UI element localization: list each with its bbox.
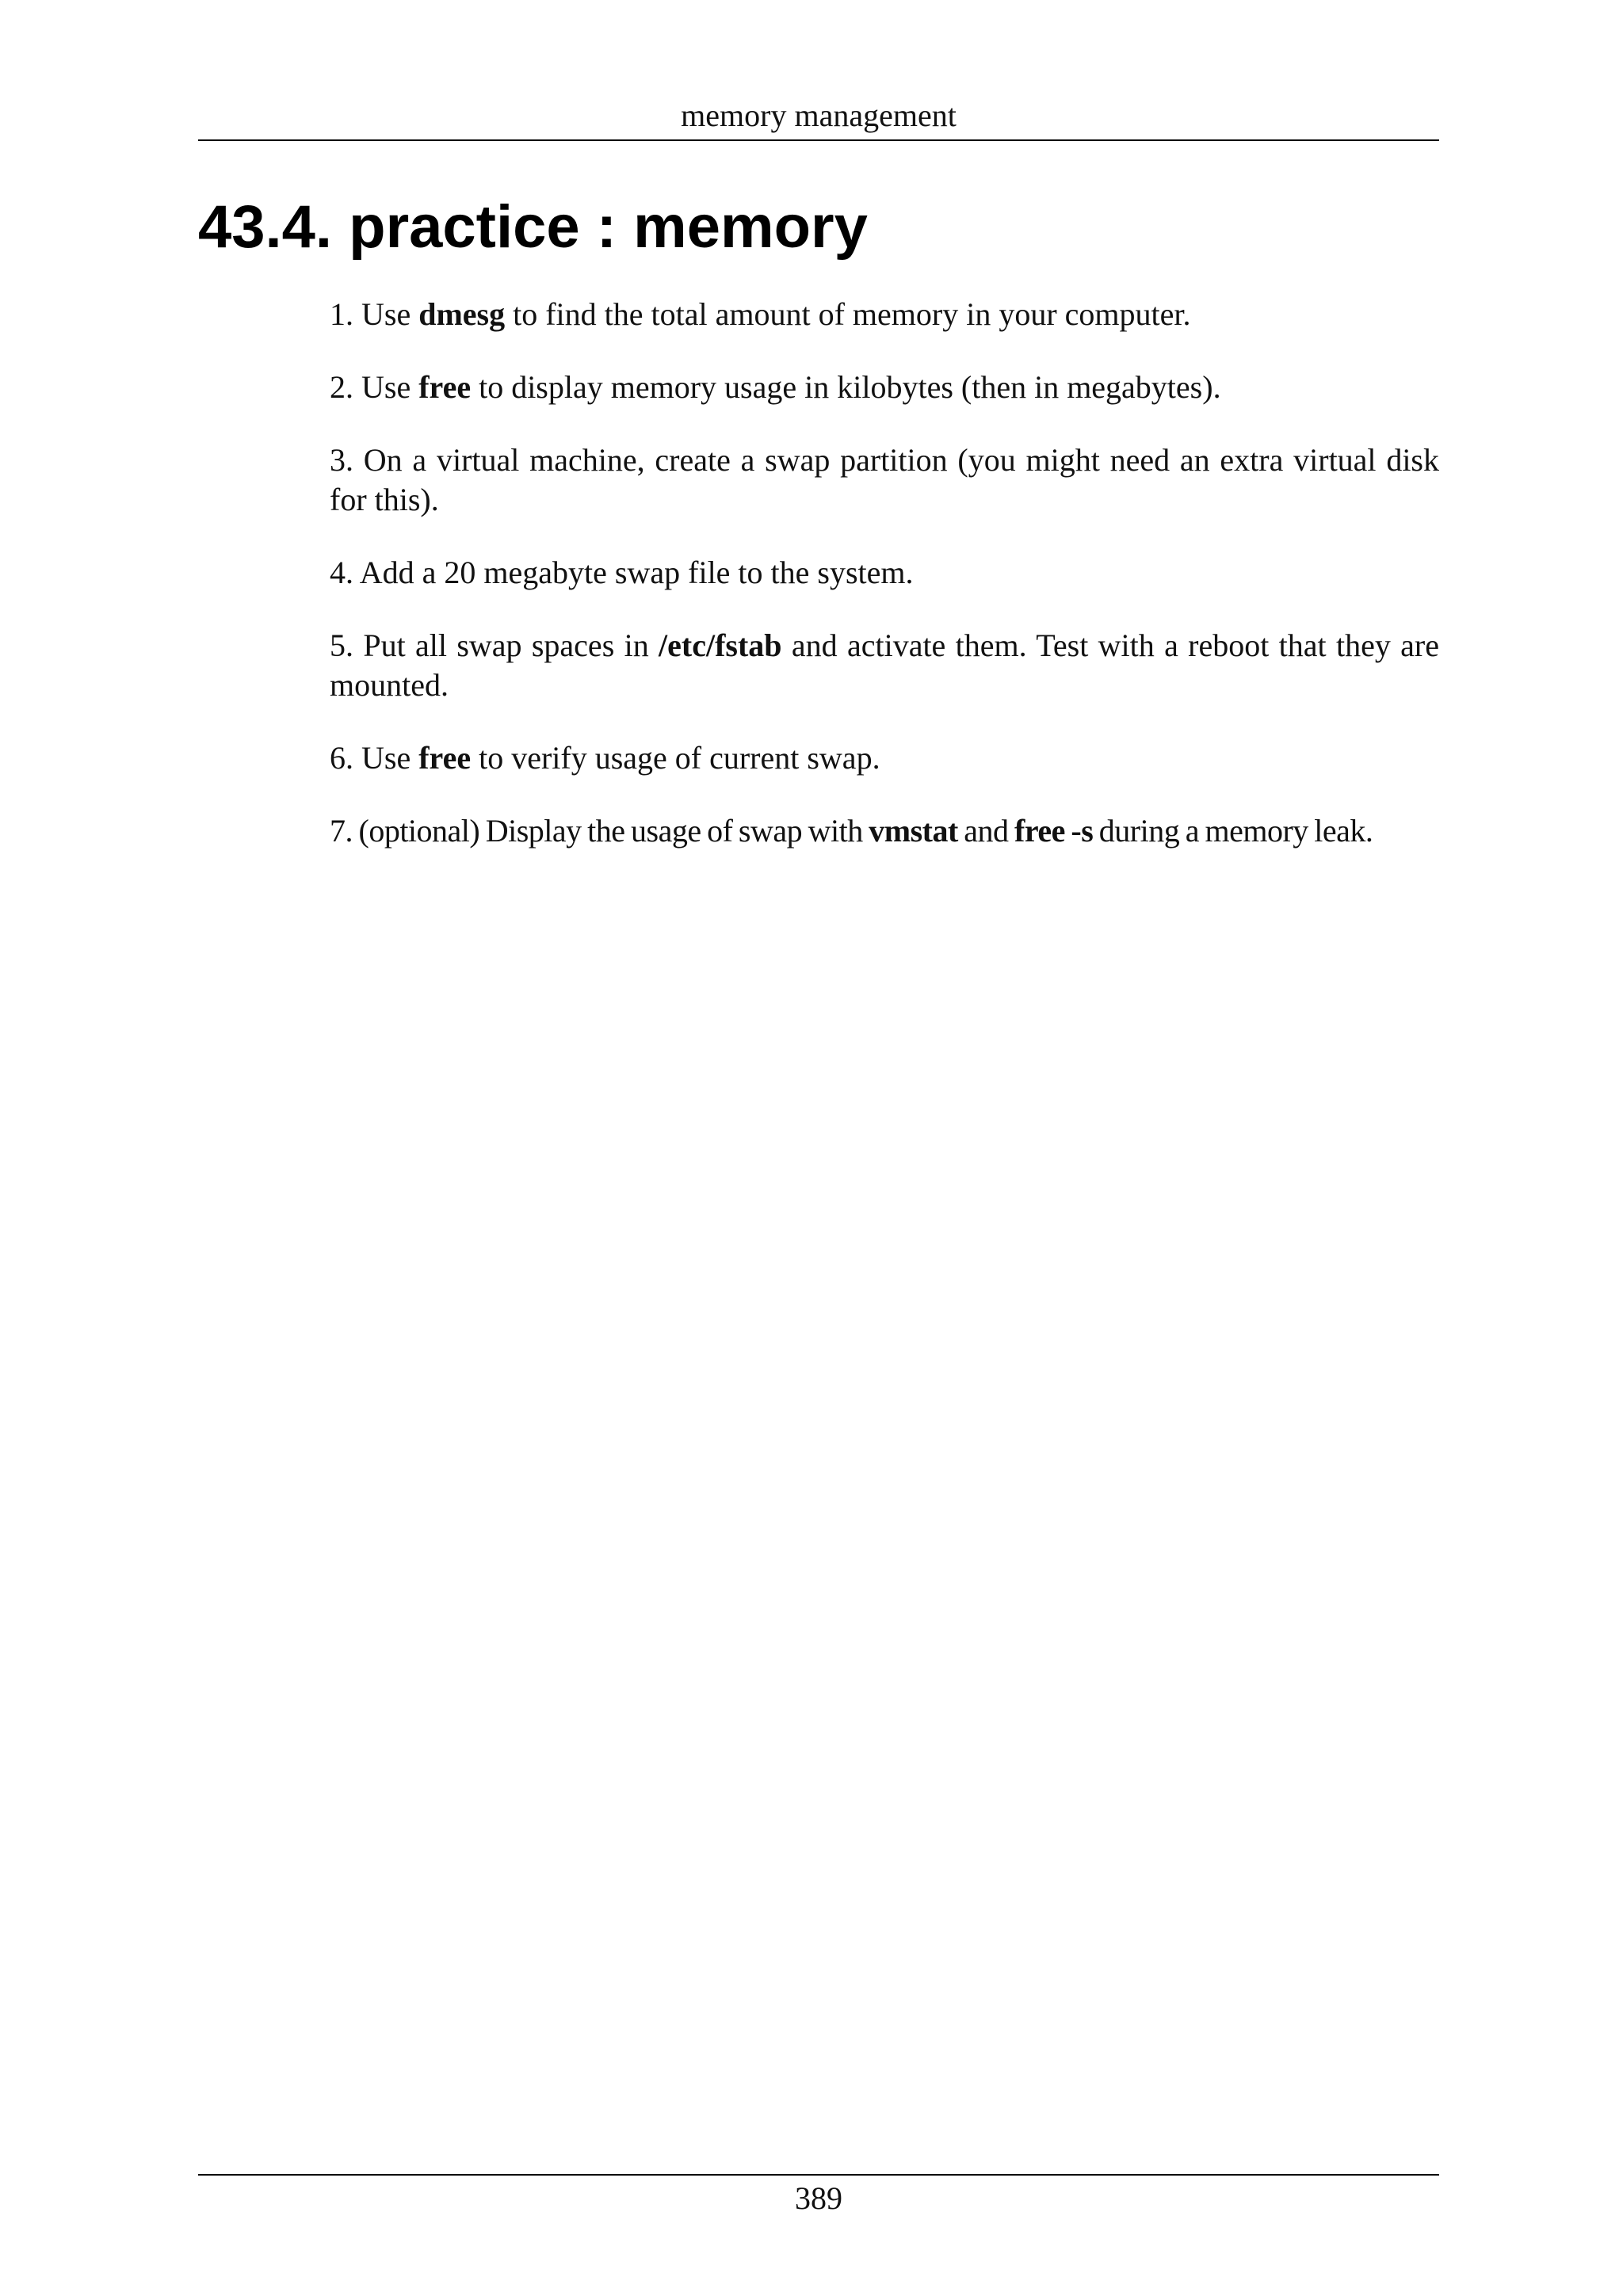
exercise-text: 5. Put all swap spaces in bbox=[330, 627, 659, 663]
command-text: vmstat bbox=[869, 813, 958, 849]
exercise-text: 7. (optional) Display the usage of swap with bbox=[330, 813, 869, 849]
exercise-text: during a memory leak. bbox=[1093, 813, 1373, 849]
exercise-text: 3. On a virtual machine, create a swap partition (you might need an extra virtual disk for this). bbox=[330, 442, 1439, 517]
exercise-text: 1. Use bbox=[330, 296, 419, 332]
section-title: 43.4. practice : memory bbox=[198, 193, 868, 261]
exercise-item bbox=[330, 368, 1439, 407]
page-number: 389 bbox=[198, 2174, 1439, 2218]
exercise-text: to display memory usage in kilobytes (then in megabytes). bbox=[471, 369, 1221, 405]
exercise-item bbox=[330, 738, 1439, 778]
exercise-text: 4. Add a 20 megabyte swap file to the system. bbox=[330, 555, 914, 590]
exercise-item bbox=[330, 553, 1439, 593]
exercise-item bbox=[330, 295, 1439, 334]
exercise-text: and bbox=[957, 813, 1015, 849]
running-header: memory management bbox=[198, 93, 1439, 141]
exercise-text: to verify usage of current swap. bbox=[471, 740, 880, 776]
exercise-list bbox=[330, 295, 1439, 884]
exercise-item bbox=[330, 441, 1439, 520]
exercise-text: 2. Use bbox=[330, 369, 419, 405]
exercise-text: 6. Use bbox=[330, 740, 419, 776]
command-text: dmesg bbox=[418, 296, 506, 332]
command-text: free bbox=[418, 369, 472, 405]
command-text: /etc/fstab bbox=[659, 627, 782, 663]
exercise-text: to find the total amount of memory in your computer. bbox=[505, 296, 1191, 332]
command-text: free bbox=[418, 740, 472, 776]
exercise-item bbox=[330, 626, 1439, 705]
command-text: free -s bbox=[1014, 813, 1094, 849]
exercise-text: and activate them. Test with a reboot that they are mounted. bbox=[330, 627, 1439, 703]
exercise-item bbox=[330, 811, 1439, 851]
